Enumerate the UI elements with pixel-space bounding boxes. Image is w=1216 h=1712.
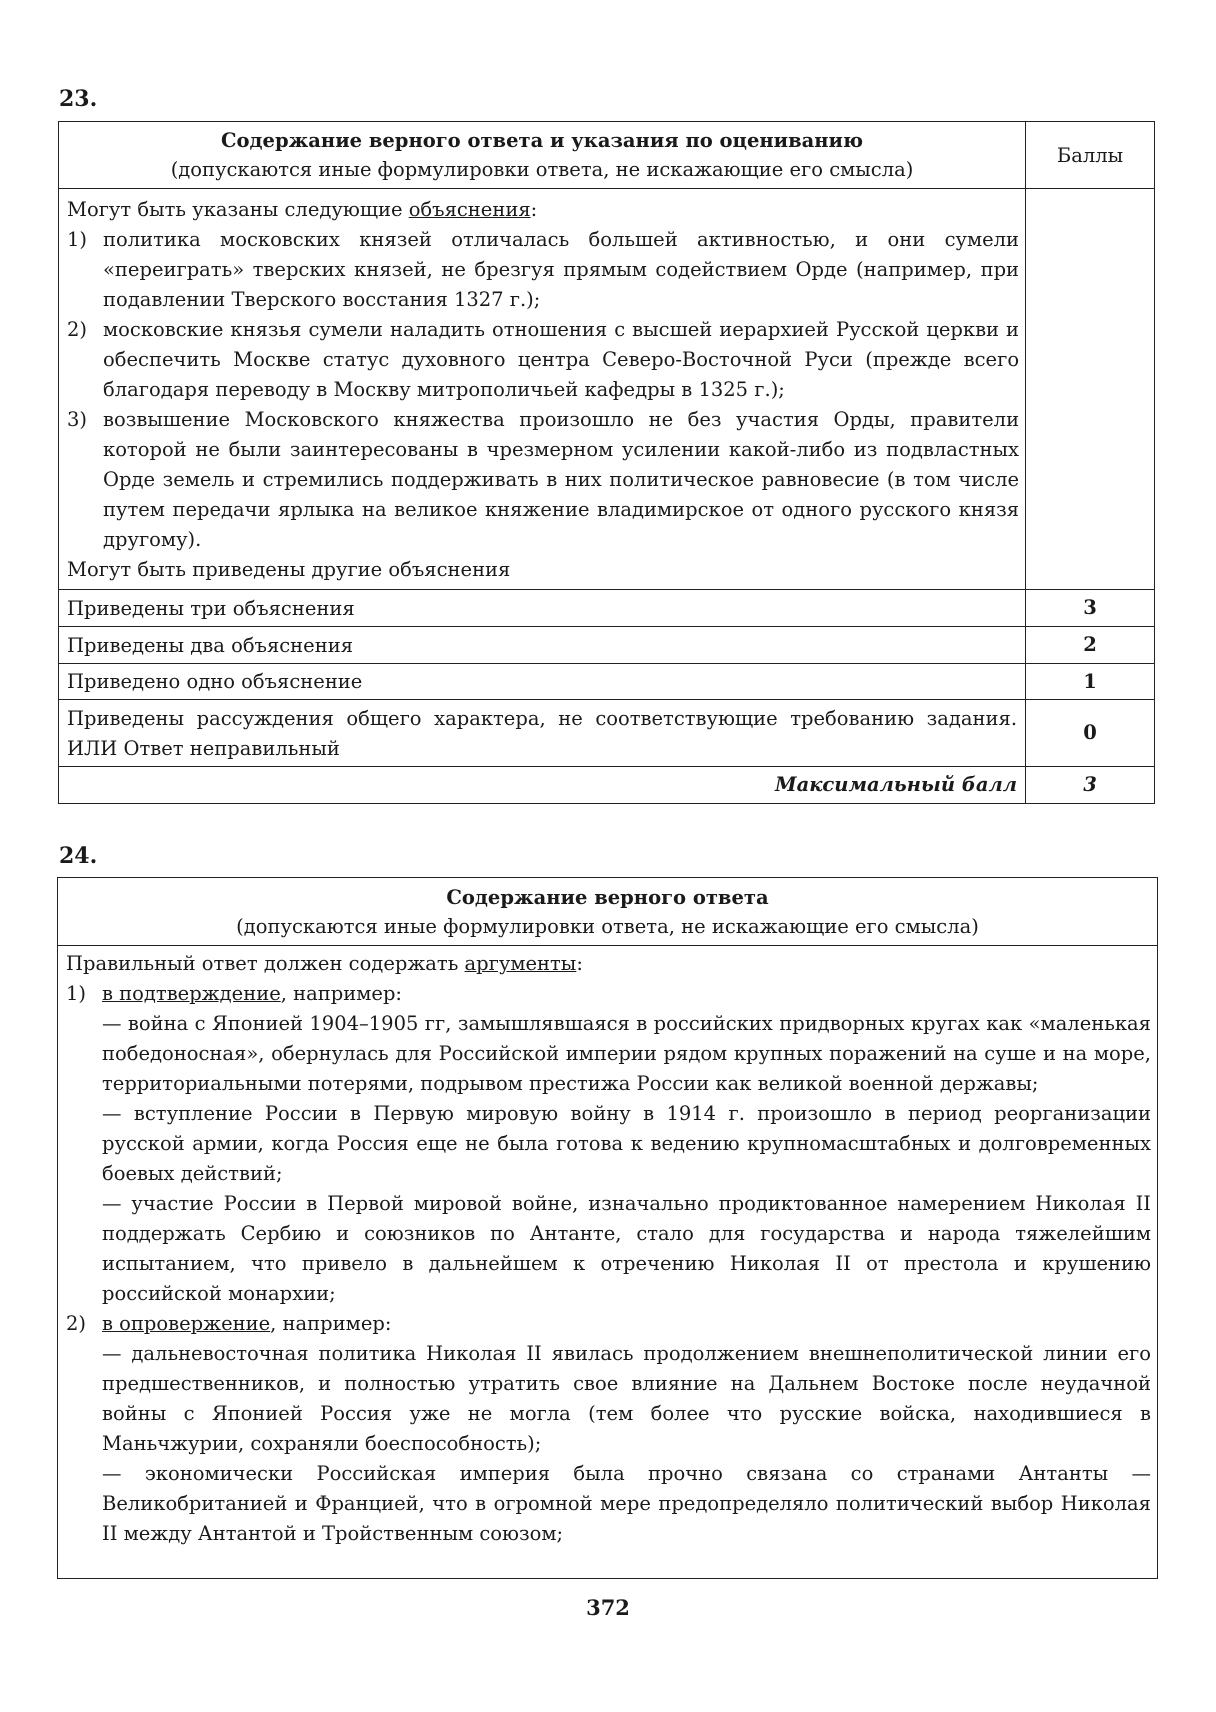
task-23-header-row	[59, 122, 1155, 189]
task-23-criterion-row	[59, 664, 1155, 700]
task-23-header-title: Содержание верного ответа и указания по оцениванию	[221, 129, 864, 152]
task-23-number: 23.	[59, 86, 98, 112]
criterion-score: 3	[1026, 590, 1155, 627]
criterion-text: Приведено одно объяснение	[59, 664, 1026, 700]
argument-point: — экономически Российская империя была прочно связана со странами Антанты — Великобританией и Францией, что в огромной мере предопределяло политический выбор Николая II между Антантой и Тройственным союзом;	[102, 1462, 1151, 1545]
task-23-criterion-row	[59, 590, 1155, 627]
task-23-criterion-row	[59, 700, 1155, 767]
argument-point: — война с Японией 1904–1905 гг, замышлявшаяся в российских придворных кругах как «маленькая победоносная», обернулась для Российской империи рядом крупных поражений на суше и на море, территориальными потерями, подрывом престижа России как великой военной державы;	[102, 1012, 1151, 1095]
task-24-table	[57, 877, 1158, 1579]
task-23-item: 3) возвышение Московского княжества произошло не без участия Орды, правители которой не были заинтересованы в чрезмерном усилении какой-либо из подвластных Орде земель и стремились поддерживать в них политическое равновесие (в том числе путем передачи ярлыка на великое княжение владимирское от одного русского князя другому).	[67, 408, 1020, 551]
criterion-score: 0	[1026, 700, 1155, 767]
argument-point: — дальневосточная политика Николая II явилась продолжением внешнеполитической линии его предшественников, и полностью утратить свое влияние на Дальнем Востоке после неудачной войны с Японией Россия уже не могла (тем более что русские войска, находившиеся в Маньчжурии, сохраняли боеспособность);	[102, 1342, 1151, 1455]
task-24-support-points	[66, 1009, 1151, 1309]
task-24-content-row	[58, 946, 1158, 1579]
task-24-number: 24.	[59, 843, 98, 869]
argument-point: — вступление России в Первую мировую войну в 1914 г. произошло в период реорганизации русской армии, когда Россия еще не была готова к ведению крупномасштабных и долговременных боевых действий;	[102, 1102, 1151, 1185]
max-score-label: Максимальный балл	[59, 767, 1026, 804]
max-score-value: 3	[1026, 767, 1155, 804]
task-23-criterion-row	[59, 627, 1155, 664]
criterion-text: Приведены рассуждения общего характера, не соответствующие требованию задания. ИЛИ Ответ неправильный	[59, 700, 1026, 767]
criterion-score: 1	[1026, 664, 1155, 700]
criterion-text: Приведены три объяснения	[59, 590, 1026, 627]
task-24-header-content	[58, 878, 1158, 946]
task-23-intro-keyword: объяснения	[408, 198, 531, 221]
task-23-content-row	[59, 189, 1155, 590]
task-24-header-title: Содержание верного ответа	[446, 885, 769, 909]
task-24-answer-content	[58, 946, 1158, 1579]
criterion-text: Приведены два объяснения	[59, 627, 1026, 664]
task-23-outro: Могут быть приведены другие объяснения	[67, 558, 511, 581]
task-23-content-score-empty	[1026, 189, 1155, 590]
criterion-score: 2	[1026, 627, 1155, 664]
task-24-group-support: 1) в подтверждение, например:	[66, 982, 402, 1005]
task-23-answer-content	[59, 189, 1026, 590]
task-23-header-subtitle: (допускаются иные формулировки ответа, не искажающие его смысла)	[170, 158, 914, 181]
task-23-table	[58, 121, 1155, 804]
group-label: в опровержение	[102, 1312, 271, 1335]
page-number: 372	[586, 1595, 630, 1620]
task-24-intro-keyword: аргументы	[464, 952, 577, 975]
task-24-intro: Правильный ответ должен содержать аргументы:	[66, 952, 583, 975]
task-23-max-row	[59, 767, 1155, 804]
task-23-header-content	[59, 122, 1026, 189]
task-24-header-subtitle: (допускаются иные формулировки ответа, не искажающие его смысла)	[236, 914, 979, 938]
task-23-item: 2) московские князья сумели наладить отношения с высшей иерархией Русской церкви и обеспечить Москве статус духовного центра Северо-Восточной Руси (прежде всего благодаря переводу в Москву митрополичьей кафедры в 1325 г.);	[67, 318, 1020, 401]
task-23-intro: Могут быть указаны следующие объяснения:	[67, 198, 538, 221]
task-23-header-score: Баллы	[1026, 122, 1155, 189]
task-24-group-refute: 2) в опровержение, например:	[66, 1312, 392, 1335]
task-24-header-row	[58, 878, 1158, 946]
task-23-item: 1) политика московских князей отличалась большей активностью, и они сумели «переиграть» тверских князей, не брезгуя прямым содействием Орде (например, при подавлении Тверского восстания 1327 г.);	[67, 228, 1020, 311]
group-label: в подтверждение	[102, 982, 281, 1005]
argument-point: — участие России в Первой мировой войне, изначально продиктованное намерением Николая II поддержать Сербию и союзников по Антанте, стало для государства и народа тяжелейшим испытанием, что привело в дальнейшем к отречению Николая II от престола и крушению российской монархии;	[102, 1192, 1151, 1305]
task-24-refute-points	[66, 1339, 1151, 1549]
